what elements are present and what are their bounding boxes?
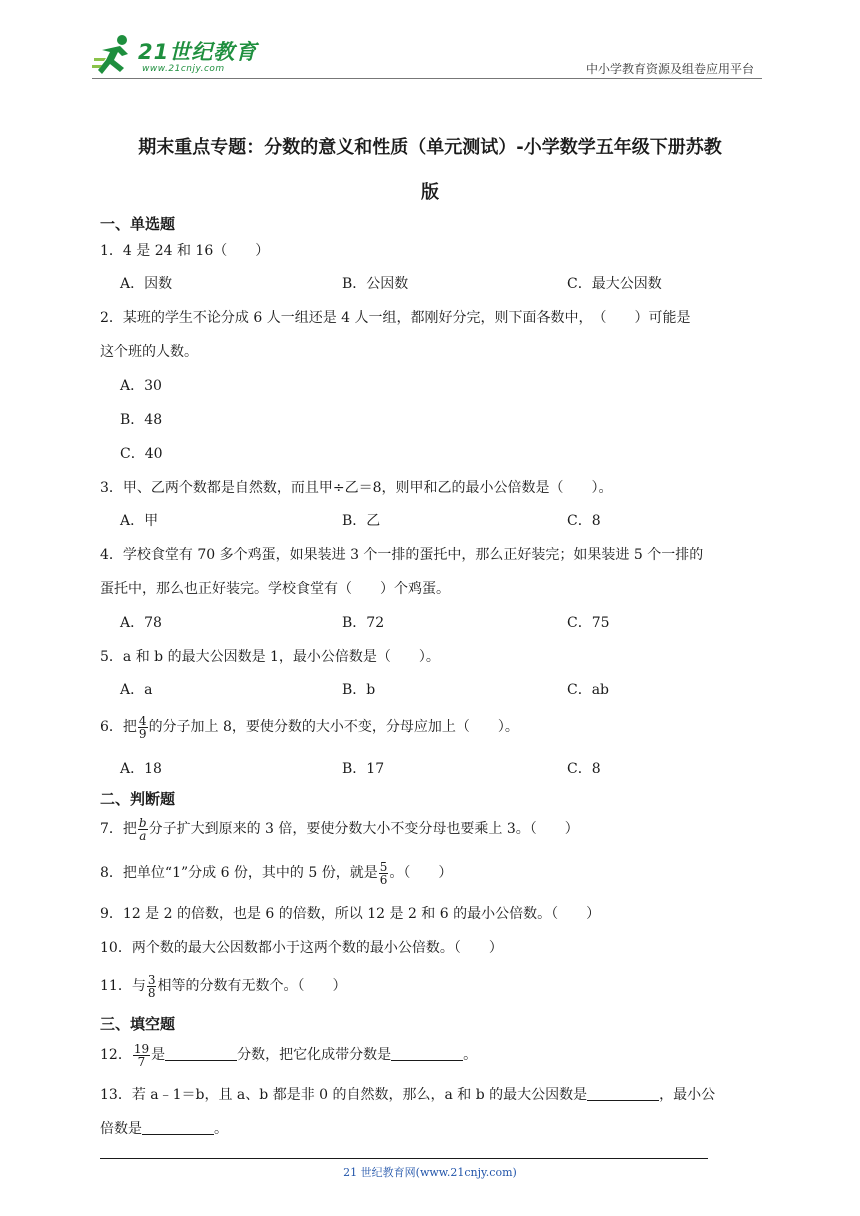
q12-blank-1[interactable] [165, 1046, 237, 1061]
q13-end: 。 [214, 1121, 228, 1137]
q5-option-b: B．b [342, 682, 376, 698]
section-fill: 三、填空题 [100, 1015, 176, 1033]
q6-numerator: 4 [138, 713, 147, 728]
q13-text-2: ，最小公 [659, 1087, 716, 1103]
question-8 [100, 858, 452, 888]
logo-text: 21世纪教育 [138, 40, 258, 64]
q12-fraction [133, 1043, 150, 1068]
question-12 [100, 1040, 477, 1070]
question-2-line1: 2．某班的学生不论分成 6 人一组还是 4 人一组，都刚好分完，则下面各数中， （ ）可能是 [100, 310, 691, 326]
question-5: 5．a 和 b 的最大公因数是 1，最小公倍数是（ ）。 [100, 649, 440, 665]
q1-option-b: B．公因数 [342, 276, 409, 292]
question-1: 1．4 是 24 和 16（ ） [100, 243, 270, 259]
q7-fraction [138, 817, 148, 842]
q2-option-c: C．40 [120, 446, 163, 462]
question-10: 10．两个数的最大公因数都小于这两个数的最小公倍数。（ ） [100, 940, 503, 956]
q2-option-a: A．30 [120, 378, 162, 394]
header-platform-text: 中小学教育资源及组卷应用平台 [585, 62, 754, 76]
q6-option-b: B．17 [342, 761, 385, 777]
q3-option-b: B．乙 [342, 513, 381, 529]
question-3: 3．甲、乙两个数都是自然数，而且甲÷乙＝8，则甲和乙的最小公倍数是（ ）。 [100, 480, 613, 496]
logo-url: www.21cnjy.com [142, 64, 225, 74]
q12-prefix: 12． [100, 1047, 132, 1063]
runner-logo-icon [92, 32, 138, 78]
q8-denominator: 6 [379, 872, 388, 887]
section-single-choice: 一、单选题 [100, 215, 176, 233]
q12-text-1: 是 [151, 1047, 166, 1063]
q13-blank-1[interactable] [587, 1086, 659, 1101]
q13-text-3: 倍数是 [100, 1121, 142, 1137]
q7-denominator: a [139, 828, 147, 843]
header-divider [92, 78, 762, 79]
q5-option-a: A．a [120, 682, 153, 698]
q3-option-c: C．8 [567, 513, 601, 529]
question-13-line1 [100, 1085, 715, 1105]
q1-option-a: A．因数 [120, 276, 173, 292]
q11-prefix: 11．与 [100, 978, 146, 994]
q7-prefix: 7．把 [100, 821, 137, 837]
question-6 [100, 712, 519, 742]
q11-suffix: 相等的分数有无数个。（ ） [157, 978, 347, 994]
question-2-line2: 这个班的人数。 [100, 344, 198, 360]
question-4-line2: 蛋托中，那么也正好装完。学校食堂有（ ）个鸡蛋。 [100, 581, 450, 597]
q8-prefix: 8．把单位“1”分成 6 份，其中的 5 份，就是 [100, 865, 378, 881]
q6-option-a: A．18 [120, 761, 162, 777]
q12-numerator: 19 [133, 1041, 150, 1056]
q8-fraction [379, 861, 389, 886]
q5-option-c: C．ab [567, 682, 610, 698]
q8-suffix: 。（ ） [389, 865, 453, 881]
q11-fraction [147, 974, 157, 999]
page-title-line1: 期末重点专题：分数的意义和性质（单元测试）-小学数学五年级下册苏教 [138, 137, 722, 158]
q6-denominator: 9 [138, 726, 147, 741]
q12-blank-2[interactable] [391, 1046, 463, 1061]
q2-option-b: B．48 [120, 412, 163, 428]
page-title-line2: 版 [421, 182, 439, 203]
q4-option-a: A．78 [120, 615, 162, 631]
q11-numerator: 3 [147, 972, 156, 987]
q6-fraction [138, 715, 148, 740]
section-judge: 二、判断题 [100, 790, 176, 808]
question-7 [100, 814, 579, 844]
question-9: 9．12 是 2 的倍数，也是 6 的倍数，所以 12 是 2 和 6 的最小公倍数。（ ） [100, 906, 601, 922]
q12-denominator: 7 [137, 1054, 146, 1069]
footer-text[interactable]: 21 世纪教育网(www.21cnjy.com) [343, 1166, 517, 1179]
q8-numerator: 5 [379, 859, 388, 874]
q12-end: 。 [463, 1047, 478, 1063]
q1-option-c: C．最大公因数 [567, 276, 662, 292]
q11-denominator: 8 [147, 985, 156, 1000]
q3-option-a: A．甲 [120, 513, 159, 529]
q4-option-b: B．72 [342, 615, 385, 631]
question-13-line2 [100, 1119, 228, 1139]
question-4-line1: 4．学校食堂有 70 多个鸡蛋，如果装进 3 个一排的蛋托中，那么正好装完；如果装进 5 个一排的 [100, 547, 704, 563]
footer-divider [100, 1158, 708, 1159]
q6-suffix: 的分子加上 8，要使分数的大小不变，分母应加上（ ）。 [148, 719, 519, 735]
q7-numerator: b [138, 815, 147, 830]
q4-option-c: C．75 [567, 615, 610, 631]
q13-text-1: 13．若 a﹣1＝b，且 a、b 都是非 0 的自然数，那么，a 和 b 的最大公因数是 [100, 1087, 588, 1103]
page-header [92, 30, 772, 80]
q6-option-c: C．8 [567, 761, 601, 777]
question-11 [100, 971, 346, 1001]
q6-prefix: 6．把 [100, 719, 137, 735]
q12-text-2: 分数，把它化成带分数是 [237, 1047, 392, 1063]
q13-blank-2[interactable] [142, 1120, 214, 1135]
q7-suffix: 分子扩大到原来的 3 倍，要使分数大小不变分母也要乘上 3。（ ） [148, 821, 579, 837]
logo [92, 32, 262, 78]
